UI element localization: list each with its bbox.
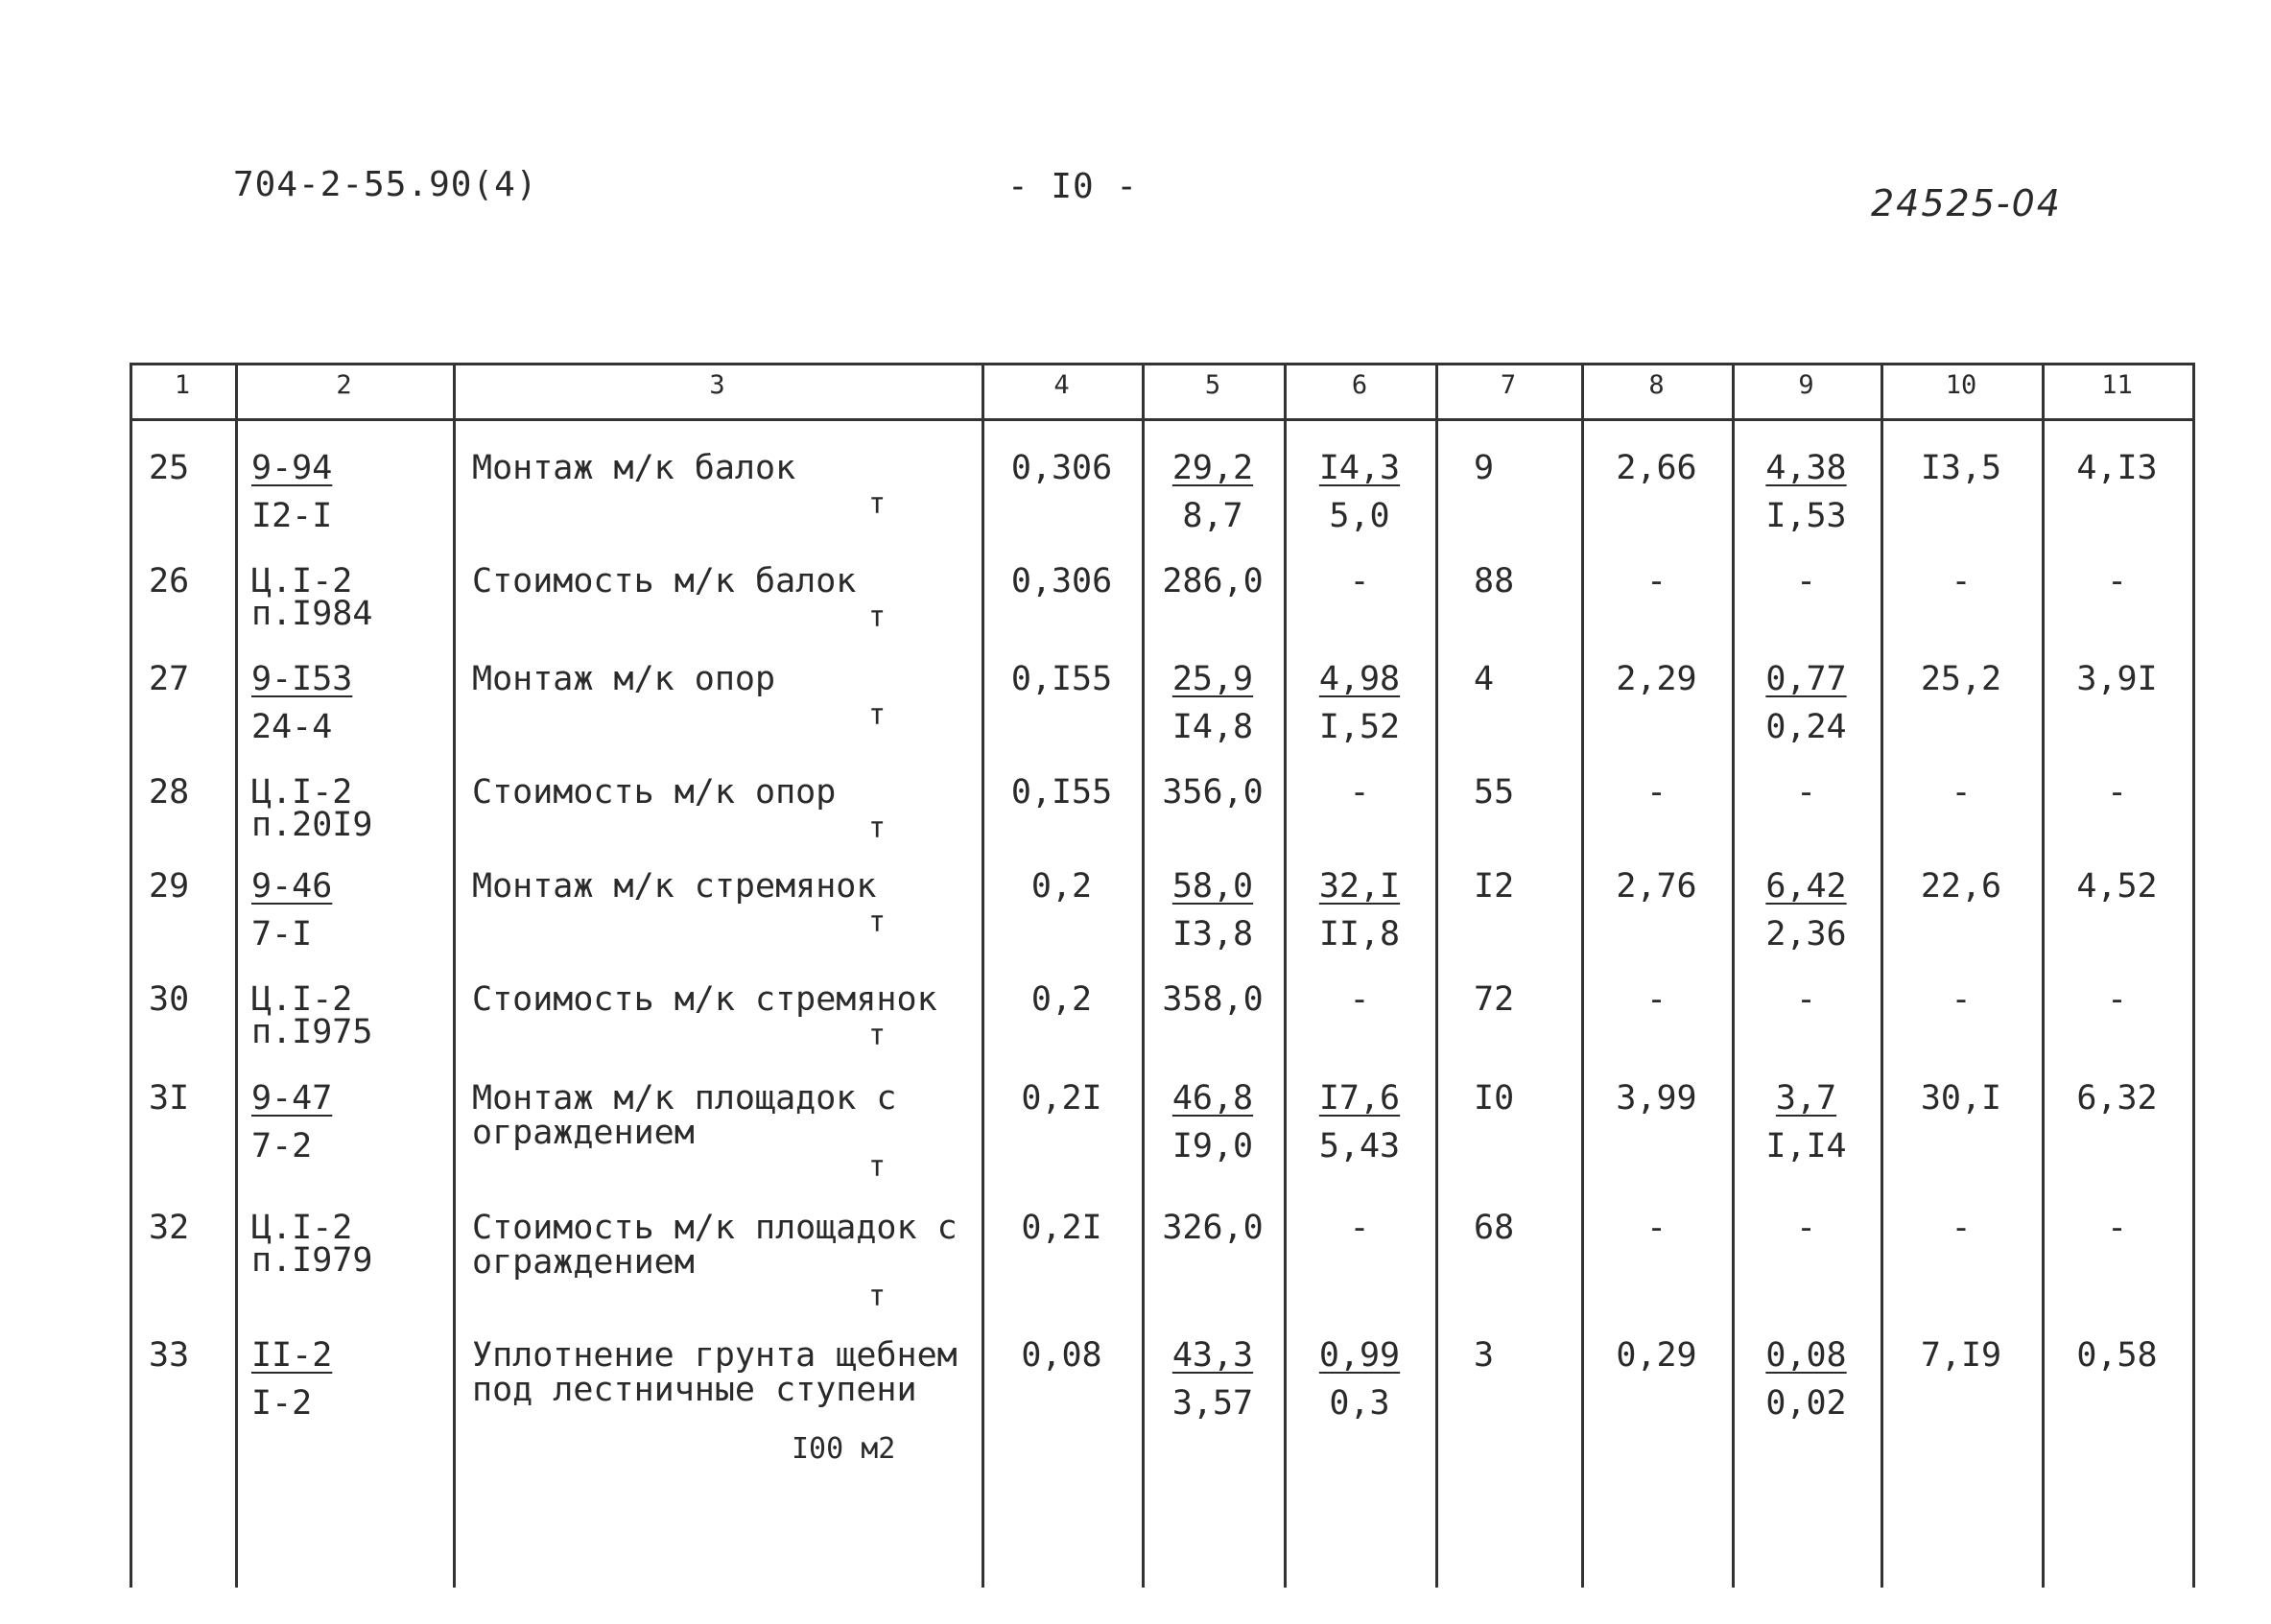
col11-value [2042, 1081, 2192, 1116]
col8-value-text: - [1645, 980, 1668, 1019]
col8-value [1581, 982, 1732, 1017]
reference-sub-text: п.I975 [251, 1013, 373, 1051]
col8-value [1581, 775, 1732, 810]
col5-value-text: 358,0 [1162, 980, 1264, 1019]
col7-value [1474, 1211, 1514, 1245]
col5-value [1142, 982, 1284, 1017]
column-number: 2 [336, 370, 352, 400]
col6-value [1284, 1211, 1435, 1245]
col10-value-text: 30,I [1920, 1079, 2002, 1118]
reference-code-text: 9-47 [251, 1079, 333, 1118]
col6-sub [1284, 710, 1435, 744]
col6-value [1284, 564, 1435, 599]
row-number-text: 32 [149, 1209, 190, 1247]
col6-value-text: 32,I [1318, 867, 1401, 906]
col10-value-text: 22,6 [1920, 867, 2002, 906]
reference-sub-text: п.I984 [251, 595, 373, 633]
col7-value-text: 3 [1474, 1336, 1495, 1375]
reference-code [251, 869, 332, 904]
work-description [472, 564, 856, 599]
work-description-text: Стоимость м/к площадок с ограждением [472, 1209, 958, 1282]
col4-value-text: 0,08 [1021, 1336, 1102, 1375]
reference-code [251, 1211, 352, 1245]
col6-value-text: - [1349, 980, 1370, 1019]
reference-sub-text: п.20I9 [251, 806, 373, 844]
col9-value [1732, 869, 1881, 904]
col5-value-text: 29,2 [1171, 449, 1254, 487]
work-description [472, 662, 775, 696]
col4-value-text: 0,2 [1030, 980, 1093, 1019]
col4-value [982, 1081, 1142, 1116]
col9-value-text: 0,08 [1765, 1336, 1847, 1375]
row-number [149, 1211, 189, 1245]
row-number [149, 775, 189, 810]
col5-value-text: 286,0 [1162, 562, 1264, 600]
col11-value-text: - [2106, 773, 2128, 812]
reference-code [251, 1338, 332, 1373]
col4-value-text: 0,2 [1030, 867, 1093, 906]
reference-code-text: Ц.I-2 [251, 1209, 353, 1247]
col5-value [1142, 1081, 1284, 1116]
col7-value [1474, 775, 1514, 810]
work-description [472, 982, 937, 1017]
unit-label: т [868, 1019, 887, 1052]
work-description-text: Уплотнение грунта щебнем под лестничные ступени [472, 1336, 958, 1409]
col8-value-text: 3,99 [1616, 1079, 1697, 1118]
col5-value-text: 356,0 [1162, 773, 1264, 812]
col11-value-text: - [2106, 562, 2128, 600]
col9-value [1732, 982, 1881, 1017]
col11-value [2042, 1338, 2192, 1373]
col7-value-text: 4 [1474, 660, 1495, 698]
col11-value [2042, 1211, 2192, 1245]
col9-value-text: - [1795, 980, 1817, 1019]
col9-value-text: 6,42 [1765, 867, 1847, 906]
col7-value [1474, 869, 1514, 904]
reference-code-text: Ц.I-2 [251, 980, 353, 1019]
work-description-text: Стоимость м/к стремянок [472, 980, 937, 1019]
col6-sub-text: 5,43 [1318, 1127, 1401, 1165]
column-number: 10 [1945, 370, 1977, 400]
col7-value-text: 88 [1474, 562, 1515, 600]
col6-value [1284, 1081, 1435, 1116]
col5-sub-text: I3,8 [1171, 915, 1254, 953]
col9-value [1732, 1338, 1881, 1373]
col6-sub [1284, 1129, 1435, 1164]
col10-value-text: - [1951, 980, 1972, 1019]
col8-value [1581, 564, 1732, 599]
col10-value [1881, 451, 2042, 485]
col10-value-text: 25,2 [1920, 660, 2002, 698]
col8-value [1581, 451, 1732, 485]
col9-value-text: - [1795, 1209, 1817, 1247]
work-description-text: Стоимость м/к балок [472, 562, 857, 600]
reference-sub [251, 1129, 312, 1164]
col11-value [2042, 451, 2192, 485]
work-description-text: Монтаж м/к стремянок [472, 867, 877, 906]
col9-sub-text: I,I4 [1765, 1127, 1847, 1165]
col7-value-text: 72 [1474, 980, 1515, 1019]
col8-value [1581, 1211, 1732, 1245]
col8-value [1581, 1338, 1732, 1373]
col5-value [1142, 662, 1284, 696]
reference-sub [251, 710, 332, 744]
unit-label: т [868, 812, 887, 845]
col9-sub-text: 0,24 [1765, 708, 1847, 746]
work-description-text: Монтаж м/к балок [472, 449, 796, 487]
col6-sub-text: 0,3 [1329, 1384, 1390, 1423]
col7-value-text: I2 [1474, 867, 1515, 906]
table-vertical-rule [1581, 363, 1584, 1588]
col6-value [1284, 662, 1435, 696]
col7-value [1474, 982, 1514, 1017]
unit-label: I00 м2 [792, 1432, 896, 1466]
reference-code-text: Ц.I-2 [251, 773, 353, 812]
table-vertical-rule [982, 363, 984, 1588]
col9-sub-text: 2,36 [1765, 915, 1847, 953]
col11-value-text: 6,32 [2076, 1079, 2158, 1118]
col10-value [1881, 982, 2042, 1017]
table-header-rule [130, 418, 2195, 421]
col11-value-text: 0,58 [2076, 1336, 2158, 1375]
col9-value-text: 3,7 [1775, 1079, 1837, 1118]
col6-value-text: I7,6 [1318, 1079, 1401, 1118]
col5-sub-text: 3,57 [1171, 1384, 1254, 1423]
col8-value [1581, 662, 1732, 696]
col9-value [1732, 775, 1881, 810]
col8-value-text: 2,66 [1616, 449, 1697, 487]
col4-value [982, 564, 1142, 599]
stamp-number: 24525-04 [1871, 182, 2062, 224]
col6-value [1284, 775, 1435, 810]
col6-value [1284, 1338, 1435, 1373]
col4-value [982, 982, 1142, 1017]
col10-value [1881, 775, 2042, 810]
col7-value [1474, 662, 1494, 696]
col8-value-text: 2,76 [1616, 867, 1697, 906]
table-vertical-rule [453, 363, 456, 1588]
work-description-text: Монтаж м/к опор [472, 660, 776, 698]
col5-value-text: 43,3 [1171, 1336, 1254, 1375]
column-number: 9 [1798, 370, 1814, 400]
col9-sub [1732, 1386, 1881, 1421]
col7-value [1474, 451, 1494, 485]
reference-sub [251, 917, 312, 952]
col8-value-text: 0,29 [1616, 1336, 1697, 1375]
col5-sub [1142, 1386, 1284, 1421]
col6-value [1284, 869, 1435, 904]
col8-value-text: - [1645, 562, 1668, 600]
col9-value-text: 4,38 [1765, 449, 1847, 487]
col10-value [1881, 1338, 2042, 1373]
col8-value [1581, 1081, 1732, 1116]
col6-value [1284, 982, 1435, 1017]
col9-value [1732, 451, 1881, 485]
col5-value-text: 25,9 [1171, 660, 1254, 698]
col4-value [982, 1338, 1142, 1373]
col4-value [982, 662, 1142, 696]
col6-value-text: I4,3 [1318, 449, 1401, 487]
col5-value [1142, 564, 1284, 599]
table-vertical-rule [1881, 363, 1883, 1588]
col5-sub-text: I4,8 [1171, 708, 1254, 746]
col10-value-text: - [1951, 562, 1972, 600]
col9-value [1732, 564, 1881, 599]
col5-value [1142, 1338, 1284, 1373]
col6-sub-text: I,52 [1318, 708, 1401, 746]
work-description [472, 1211, 958, 1280]
col7-value [1474, 1338, 1494, 1373]
unit-label: т [868, 906, 887, 939]
col10-value-text: - [1951, 1209, 1972, 1247]
col4-value-text: 0,I55 [1010, 773, 1113, 812]
col5-sub [1142, 917, 1284, 952]
row-number [149, 1081, 189, 1116]
reference-sub [251, 1243, 372, 1278]
col5-sub [1142, 1129, 1284, 1164]
col4-value-text: 0,306 [1010, 562, 1113, 600]
reference-sub-text: 7-I [251, 915, 313, 953]
col11-value [2042, 564, 2192, 599]
col4-value-text: 0,2I [1021, 1079, 1102, 1118]
column-number: 1 [174, 370, 191, 400]
col6-sub [1284, 499, 1435, 533]
page-number: - I0 - [1007, 167, 1139, 206]
col4-value [982, 1211, 1142, 1245]
reference-sub-text: I-2 [251, 1384, 313, 1423]
row-number [149, 869, 189, 904]
col5-value-text: 46,8 [1171, 1079, 1254, 1118]
row-number [149, 564, 189, 599]
col9-value [1732, 1211, 1881, 1245]
unit-label: т [868, 487, 887, 521]
document-code: 704-2-55.90(4) [233, 165, 538, 204]
col10-value-text: 7,I9 [1920, 1336, 2002, 1375]
col10-value-text: - [1951, 773, 1972, 812]
reference-sub [251, 1015, 372, 1049]
col4-value-text: 0,2I [1021, 1209, 1102, 1247]
col11-value-text: - [2106, 1209, 2128, 1247]
work-description [472, 1338, 958, 1407]
col4-value [982, 869, 1142, 904]
col5-sub-text: I9,0 [1171, 1127, 1254, 1165]
unit-label: т [868, 600, 887, 634]
row-number-text: 28 [149, 773, 190, 812]
column-number: 8 [1648, 370, 1665, 400]
col10-value-text: I3,5 [1920, 449, 2002, 487]
work-description [472, 869, 876, 904]
col6-value-text: 4,98 [1318, 660, 1401, 698]
col9-value-text: - [1795, 773, 1817, 812]
table-vertical-rule [2042, 363, 2045, 1588]
row-number-text: 25 [149, 449, 190, 487]
col9-sub [1732, 499, 1881, 533]
reference-sub [251, 1386, 312, 1421]
col9-value [1732, 662, 1881, 696]
col9-sub-text: 0,02 [1765, 1384, 1847, 1423]
col6-value-text: - [1349, 1209, 1370, 1247]
col6-value-text: 0,99 [1318, 1336, 1401, 1375]
col7-value-text: 55 [1474, 773, 1515, 812]
work-description [472, 775, 836, 810]
col6-sub [1284, 917, 1435, 952]
col6-sub-text: II,8 [1318, 915, 1401, 953]
col7-value-text: I0 [1474, 1079, 1515, 1118]
col8-value-text: - [1645, 1209, 1668, 1247]
col10-value [1881, 1081, 2042, 1116]
col5-value-text: 326,0 [1162, 1209, 1264, 1247]
reference-code [251, 662, 352, 696]
col11-value [2042, 982, 2192, 1017]
col11-value [2042, 869, 2192, 904]
col11-value-text: - [2106, 980, 2128, 1019]
reference-code-text: 9-46 [251, 867, 333, 906]
table-vertical-rule [235, 363, 238, 1588]
column-number: 11 [2101, 370, 2133, 400]
unit-label: т [868, 698, 887, 732]
row-number [149, 982, 189, 1017]
col11-value-text: 3,9I [2076, 660, 2158, 698]
row-number-text: 26 [149, 562, 190, 600]
col9-sub [1732, 917, 1881, 952]
col11-value [2042, 775, 2192, 810]
reference-code-text: Ц.I-2 [251, 562, 353, 600]
col8-value-text: - [1645, 773, 1668, 812]
col10-value [1881, 869, 2042, 904]
col4-value-text: 0,306 [1010, 449, 1113, 487]
reference-code [251, 982, 352, 1017]
reference-code-text: 9-94 [251, 449, 333, 487]
reference-sub-text: 7-2 [251, 1127, 313, 1165]
col5-value [1142, 451, 1284, 485]
col5-value-text: 58,0 [1171, 867, 1254, 906]
col6-sub-text: 5,0 [1329, 497, 1390, 535]
col7-value [1474, 1081, 1514, 1116]
col6-value [1284, 451, 1435, 485]
col7-value-text: 9 [1474, 449, 1495, 487]
col4-value-text: 0,I55 [1010, 660, 1113, 698]
col5-value [1142, 1211, 1284, 1245]
row-number-text: 30 [149, 980, 190, 1019]
reference-code [251, 451, 332, 485]
col8-value [1581, 869, 1732, 904]
work-description-text: Монтаж м/к площадок с ограждением [472, 1079, 897, 1152]
reference-sub-text: 24-4 [251, 708, 333, 746]
reference-code [251, 775, 352, 810]
unit-label: т [868, 1150, 887, 1184]
reference-sub-text: I2-I [251, 497, 333, 535]
col7-value-text: 68 [1474, 1209, 1515, 1247]
col10-value [1881, 564, 2042, 599]
col10-value [1881, 662, 2042, 696]
row-number [149, 662, 189, 696]
col5-sub-text: 8,7 [1182, 497, 1243, 535]
col6-value-text: - [1349, 562, 1370, 600]
table-vertical-rule [130, 363, 132, 1588]
reference-code [251, 1081, 332, 1116]
col9-sub-text: I,53 [1765, 497, 1847, 535]
work-description [472, 451, 795, 485]
reference-code-text: II-2 [251, 1336, 333, 1375]
col10-value [1881, 1211, 2042, 1245]
table-vertical-rule [1435, 363, 1438, 1588]
col8-value-text: 2,29 [1616, 660, 1697, 698]
work-description [472, 1081, 897, 1150]
col7-value [1474, 564, 1514, 599]
col5-value [1142, 869, 1284, 904]
col9-value-text: 0,77 [1765, 660, 1847, 698]
unit-label: т [868, 1280, 887, 1313]
column-number: 6 [1351, 370, 1368, 400]
reference-sub [251, 808, 372, 842]
col5-sub [1142, 499, 1284, 533]
reference-sub [251, 597, 372, 631]
row-number-text: 33 [149, 1336, 190, 1375]
col5-sub [1142, 710, 1284, 744]
table-vertical-rule [2192, 363, 2195, 1588]
column-number: 4 [1053, 370, 1070, 400]
column-number: 7 [1500, 370, 1517, 400]
reference-code [251, 564, 352, 599]
column-number: 5 [1204, 370, 1221, 400]
reference-sub [251, 499, 332, 533]
row-number [149, 451, 189, 485]
col4-value [982, 775, 1142, 810]
col9-sub [1732, 1129, 1881, 1164]
col11-value-text: 4,I3 [2076, 449, 2158, 487]
col11-value-text: 4,52 [2076, 867, 2158, 906]
col5-value [1142, 775, 1284, 810]
work-description-text: Стоимость м/к опор [472, 773, 837, 812]
row-number-text: 29 [149, 867, 190, 906]
col6-sub [1284, 1386, 1435, 1421]
row-number-text: 3I [149, 1079, 190, 1118]
col9-value-text: - [1795, 562, 1817, 600]
row-number [149, 1338, 189, 1373]
reference-code-text: 9-I53 [251, 660, 353, 698]
col6-value-text: - [1349, 773, 1370, 812]
col9-value [1732, 1081, 1881, 1116]
reference-sub-text: п.I979 [251, 1241, 373, 1280]
row-number-text: 27 [149, 660, 190, 698]
col4-value [982, 451, 1142, 485]
column-number: 3 [709, 370, 725, 400]
col11-value [2042, 662, 2192, 696]
col9-sub [1732, 710, 1881, 744]
table-top-rule [130, 363, 2195, 365]
